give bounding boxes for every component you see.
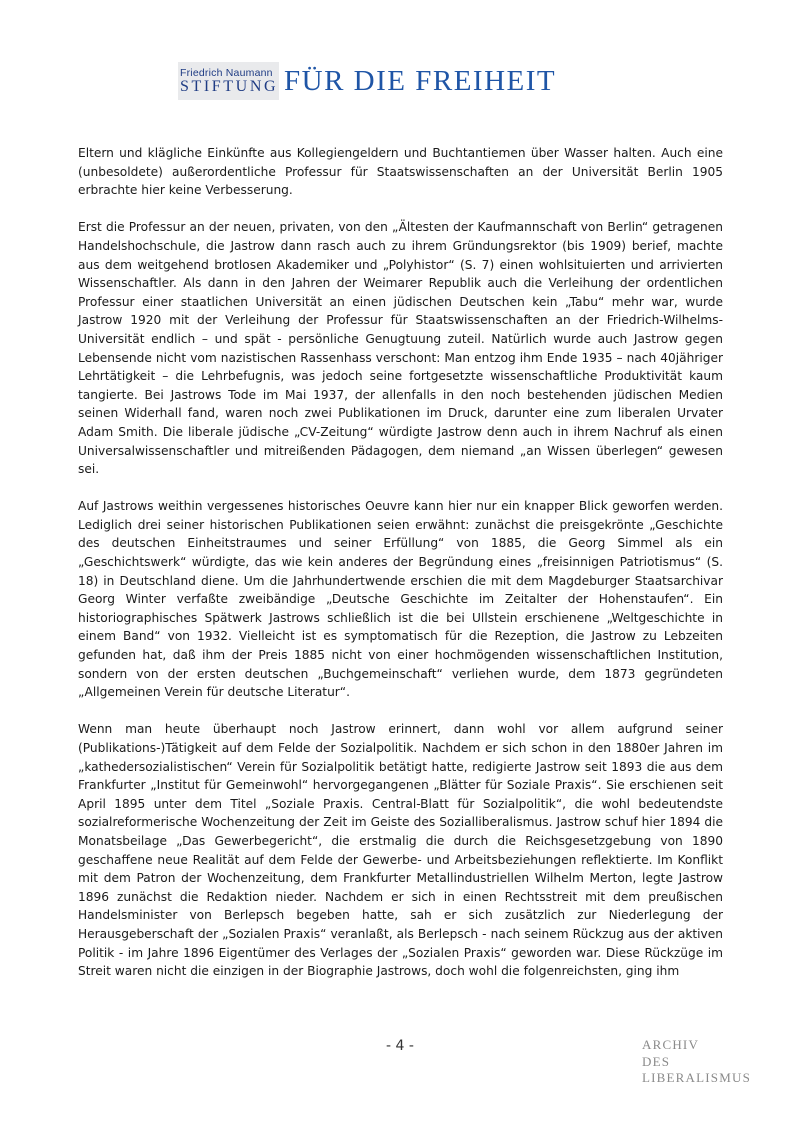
page-number: - 4 - [386, 1038, 414, 1054]
logo-badge [178, 62, 279, 100]
document-body [78, 144, 723, 999]
foundation-logo [178, 62, 612, 104]
archive-logo-line: LIBERALISMUS [642, 1070, 752, 1085]
archive-logo-line: ARCHIV [642, 1037, 700, 1052]
paragraph: Erst die Professur an der neuen, privaten, von den „Ältesten der Kaufmannschaft von Berlin“ getragenen Handelshochschule, die Jastrow dann rasch auch zu ihrem Gründungsrektor (bis 1909) berief, machte aus dem weitgehend brotlosen Akademiker und „Polyhistor“ (S. 7) einen wohlsituierten und arrivierten Wissenschaftler. Als dann in den Jahren der Weimarer Republik auch die Verleihung der ordentlichen Professur einer staatlichen Universität an einen jüdischen Deutschen kein „Tabu“ mehr war, wurde Jastrow 1920 mit der Verleihung der Professur für Staatswissenschaften an der Friedrich-Wilhelms-Universität endlich – und spät - persönliche Genugtuung zuteil. Natürlich wurde auch Jastrow gegen Lebensende nicht vom nazistischen Rassenhass verschont: Man entzog ihm Ende 1935 – nach 40jähriger Lehrtätigkeit – die Lehrbefugnis, was jedoch seine fortgesetzte wissenschaftliche Produktivität kaum tangierte. Bei Jastrows Tode im Mai 1937, der allenfalls in den noch bestehenden jüdischen Medien seinen Widerhall fand, waren noch zwei Publikationen im Druck, darunter eine zum liberalen Urvater Adam Smith. Die liberale jüdische „CV-Zeitung“ würdigte Jastrow denn auch in ihrem Nachruf als einen Universalwissenschaftler und mitreißenden Pädagogen, dem niemand „an Wissen überlegen“ gewesen sei. [78, 220, 723, 477]
logo-slogan: FÜR DIE FREIHEIT [284, 65, 557, 97]
logo-foundation-name: Friedrich Naumann [180, 67, 273, 79]
archive-logo [642, 1037, 751, 1087]
paragraph: Eltern und klägliche Einkünfte aus Kollegiengeldern und Buchtantiemen über Wasser halten. Auch eine (unbesoldete) außerordentliche Professur für Staatswissenschaften an der Universität Berlin 1905 erbrachte hier keine Verbesserung. [78, 146, 723, 198]
logo-stiftung-word: STIFTUNG [180, 78, 279, 95]
archive-logo-line: DES [642, 1053, 671, 1069]
paragraph: Auf Jastrows weithin vergessenes historisches Oeuvre kann hier nur ein knapper Blick geworfen werden. Lediglich drei seiner historischen Publikationen seien erwähnt: zunächst die preisgekrönte „Geschichte des deutschen Einheitstraumes und seiner Erfüllung“ von 1885, die Georg Simmel als ein „Geschichtswerk“ würdigte, das wie kein anderes der Begründung eines „freisinnigen Patriotismus“ (S. 18) in Deutschland diene. Um die Jahrhundertwende erschien die mit dem Magdeburger Staatsarchivar Georg Winter verfaßte zweibändige „Deutsche Geschichte im Zeitalter der Hohenstaufen“. Ein historiographisches Spätwerk Jastrows schließlich ist die bei Ullstein erschienene „Weltgeschichte in einem Band“ von 1932. Vielleicht ist es symptomatisch für die Rezeption, die Jastrow zu Lebzeiten gefunden hat, daß ihm der Preis 1885 nicht von einer hochmögenden wissenschaftlichen Institution, sondern von der ersten deutschen „Buchgemeinschaft“ verliehen wurde, dem 1873 gegründeten „Allgemeinen Verein für deutsche Literatur“. [78, 499, 723, 700]
paragraph: Wenn man heute überhaupt noch Jastrow erinnert, dann wohl vor allem aufgrund seiner (Publikations-)Tätigkeit auf dem Felde der Sozialpolitik. Nachdem er sich schon in den 1880er Jahren im „kathedersozialistischen“ Verein für Sozialpolitik betätigt hatte, redigierte Jastrow seit 1893 die aus dem Frankfurter „Institut für Gemeinwohl“ hervorgegangenen „Blätter für Soziale Praxis“. Sie erschienen seit April 1895 unter dem Titel „Soziale Praxis. Central-Blatt für Sozialpolitik“, die wohl bedeutendste sozialreformerische Wochenzeitung der Zeit im Geiste des Sozialliberalismus. Jastrow schuf hier 1894 die Monatsbeilage „Das Gewerbegericht“, die erstmalig die durch die Reichsgesetzgebung von 1890 geschaffene neue Realität auf dem Felde der Gewerbe- und Arbeitsbeziehungen reflektierte. Im Konflikt mit dem Patron der Wochenzeitung, dem Frankfurter Metallindustriellen Wilhelm Merton, legte Jastrow 1896 zunächst die Redaktion nieder. Nachdem er sich in einen Rechtsstreit mit dem preußischen Handelsminister von Berlepsch begeben hatte, sah er sich zusätzlich zur Niederlegung der Herausgeberschaft der „Sozialen Praxis“ veranlaßt, als Berlepsch - nach seinem Rückzug aus der aktiven Politik - im Jahre 1896 Eigentümer des Verlages der „Sozialen Praxis“ geworden war. Diese Rückzüge im Streit waren nicht die einzigen in der Biographie Jastrows, doch wohl die folgenreichsten, ging ihm [78, 722, 723, 979]
